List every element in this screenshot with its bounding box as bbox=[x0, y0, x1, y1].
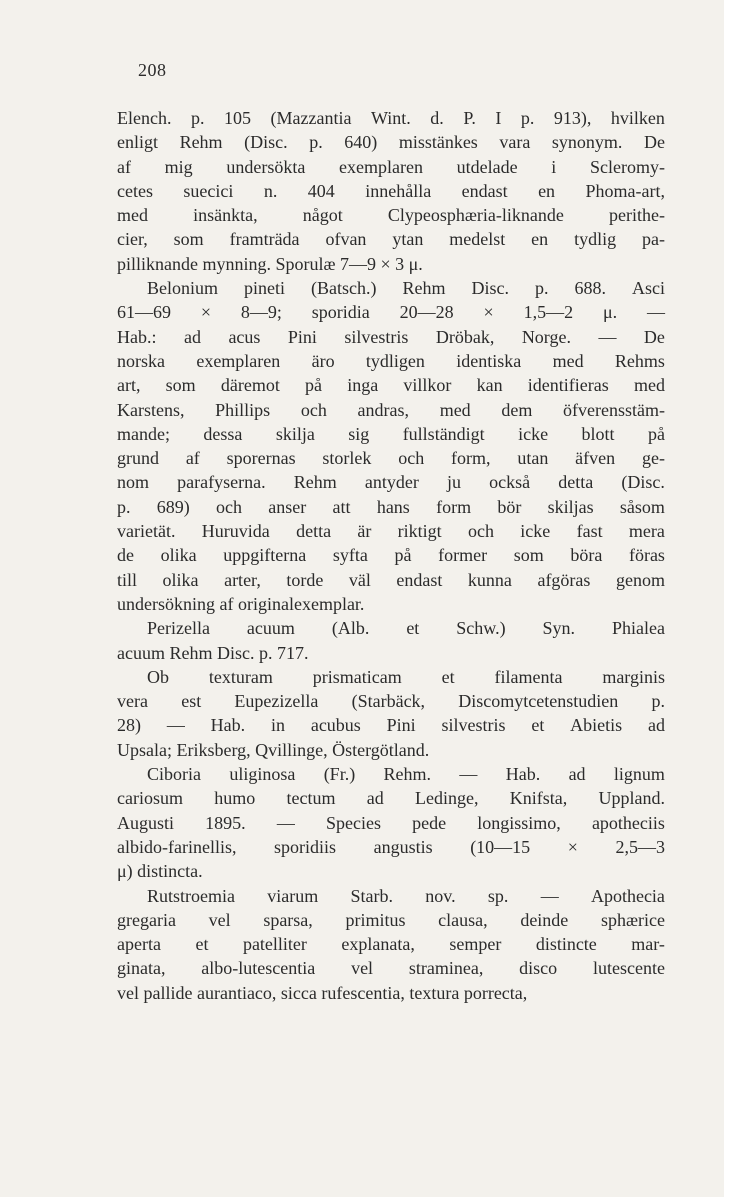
text-line: Karstens, Phillips och andras, med dem öfverensstäm- bbox=[117, 399, 665, 420]
text-line: Hab.: ad acus Pini silvestris Dröbak, Norge. — De bbox=[117, 326, 665, 347]
text-line: vel pallide aurantiaco, sicca rufescentia, textura porrecta, bbox=[117, 982, 528, 1003]
text-line: Elench. p. 105 (Mazzantia Wint. d. P. I p. 913), hvilken bbox=[117, 108, 665, 128]
text-line: varietät. Huruvida detta är riktigt och icke fast mera bbox=[117, 521, 665, 542]
text-line: med insänkta, något Clypeosphæria-liknande perithe- bbox=[117, 205, 665, 226]
text-line: Rutstroemia viarum Starb. nov. sp. — Apothecia bbox=[147, 885, 665, 906]
body-text bbox=[117, 106, 665, 1005]
text-line: 28) — Hab. in acubus Pini silvestris et Abietis ad bbox=[117, 715, 665, 736]
text-line: till olika arter, torde väl endast kunna afgöras genom bbox=[117, 569, 665, 590]
text-line: mande; dessa skilja sig fullständigt icke blott på bbox=[117, 423, 665, 444]
text-line: Upsala; Eriksberg, Qvillinge, Östergötland. bbox=[117, 739, 430, 760]
text-line: Ob texturam prismaticam et filamenta marginis bbox=[147, 666, 665, 687]
text-line: vera est Eupezizella (Starbäck, Discomytcetenstudien p. bbox=[117, 691, 665, 712]
text-line: grund af sporernas storlek och form, utan äfven ge- bbox=[117, 448, 665, 469]
text-line: Ciboria uliginosa (Fr.) Rehm. — Hab. ad lignum bbox=[147, 764, 665, 785]
text-line: aperta et patelliter explanata, semper distincte mar- bbox=[117, 934, 665, 955]
text-line: μ) distincta. bbox=[117, 861, 203, 882]
text-line: cier, som framträda ofvan ytan medelst en tydlig pa- bbox=[117, 229, 665, 250]
text-line: art, som däremot på inga villkor kan identifieras med bbox=[117, 375, 665, 396]
text-line: 61—69 × 8—9; sporidia 20—28 × 1,5—2 μ. — bbox=[117, 302, 665, 323]
text-line: Belonium pineti (Batsch.) Rehm Disc. p. 688. Asci bbox=[147, 278, 665, 299]
text-line: albido-farinellis, sporidiis angustis (10—15 × 2,5—3 bbox=[117, 836, 665, 857]
text-line: cetes suecici n. 404 innehålla endast en Phoma-art, bbox=[117, 180, 665, 201]
text-line: cariosum humo tectum ad Ledinge, Knifsta, Uppland. bbox=[117, 788, 665, 809]
text-line: norska exemplaren äro tydligen identiska med Rehms bbox=[117, 350, 665, 371]
text-line: enligt Rehm (Disc. p. 640) misstänkes vara synonym. De bbox=[117, 132, 665, 153]
text-line: p. 689) och anser att hans form bör skiljas såsom bbox=[117, 496, 665, 517]
text-line: acuum Rehm Disc. p. 717. bbox=[117, 642, 309, 663]
text-line: Augusti 1895. — Species pede longissimo, apotheciis bbox=[117, 812, 665, 833]
text-line: nom parafyserna. Rehm antyder ju också detta (Disc. bbox=[117, 472, 665, 493]
text-line: undersökning af originalexemplar. bbox=[117, 593, 365, 614]
text-line: Perizella acuum (Alb. et Schw.) Syn. Phialea bbox=[147, 618, 665, 639]
page-number: 208 bbox=[138, 60, 167, 80]
text-line: de olika uppgifterna syfta på former som böra föras bbox=[117, 545, 665, 566]
text-line: gregaria vel sparsa, primitus clausa, deinde sphærice bbox=[117, 909, 665, 930]
text-line: af mig undersökta exemplaren utdelade i Scleromy- bbox=[117, 156, 665, 177]
text-line: ginata, albo-lutescentia vel straminea, disco lutescente bbox=[117, 958, 665, 979]
text-line: pilliknande mynning. Sporulæ 7—9 × 3 μ. bbox=[117, 253, 423, 274]
